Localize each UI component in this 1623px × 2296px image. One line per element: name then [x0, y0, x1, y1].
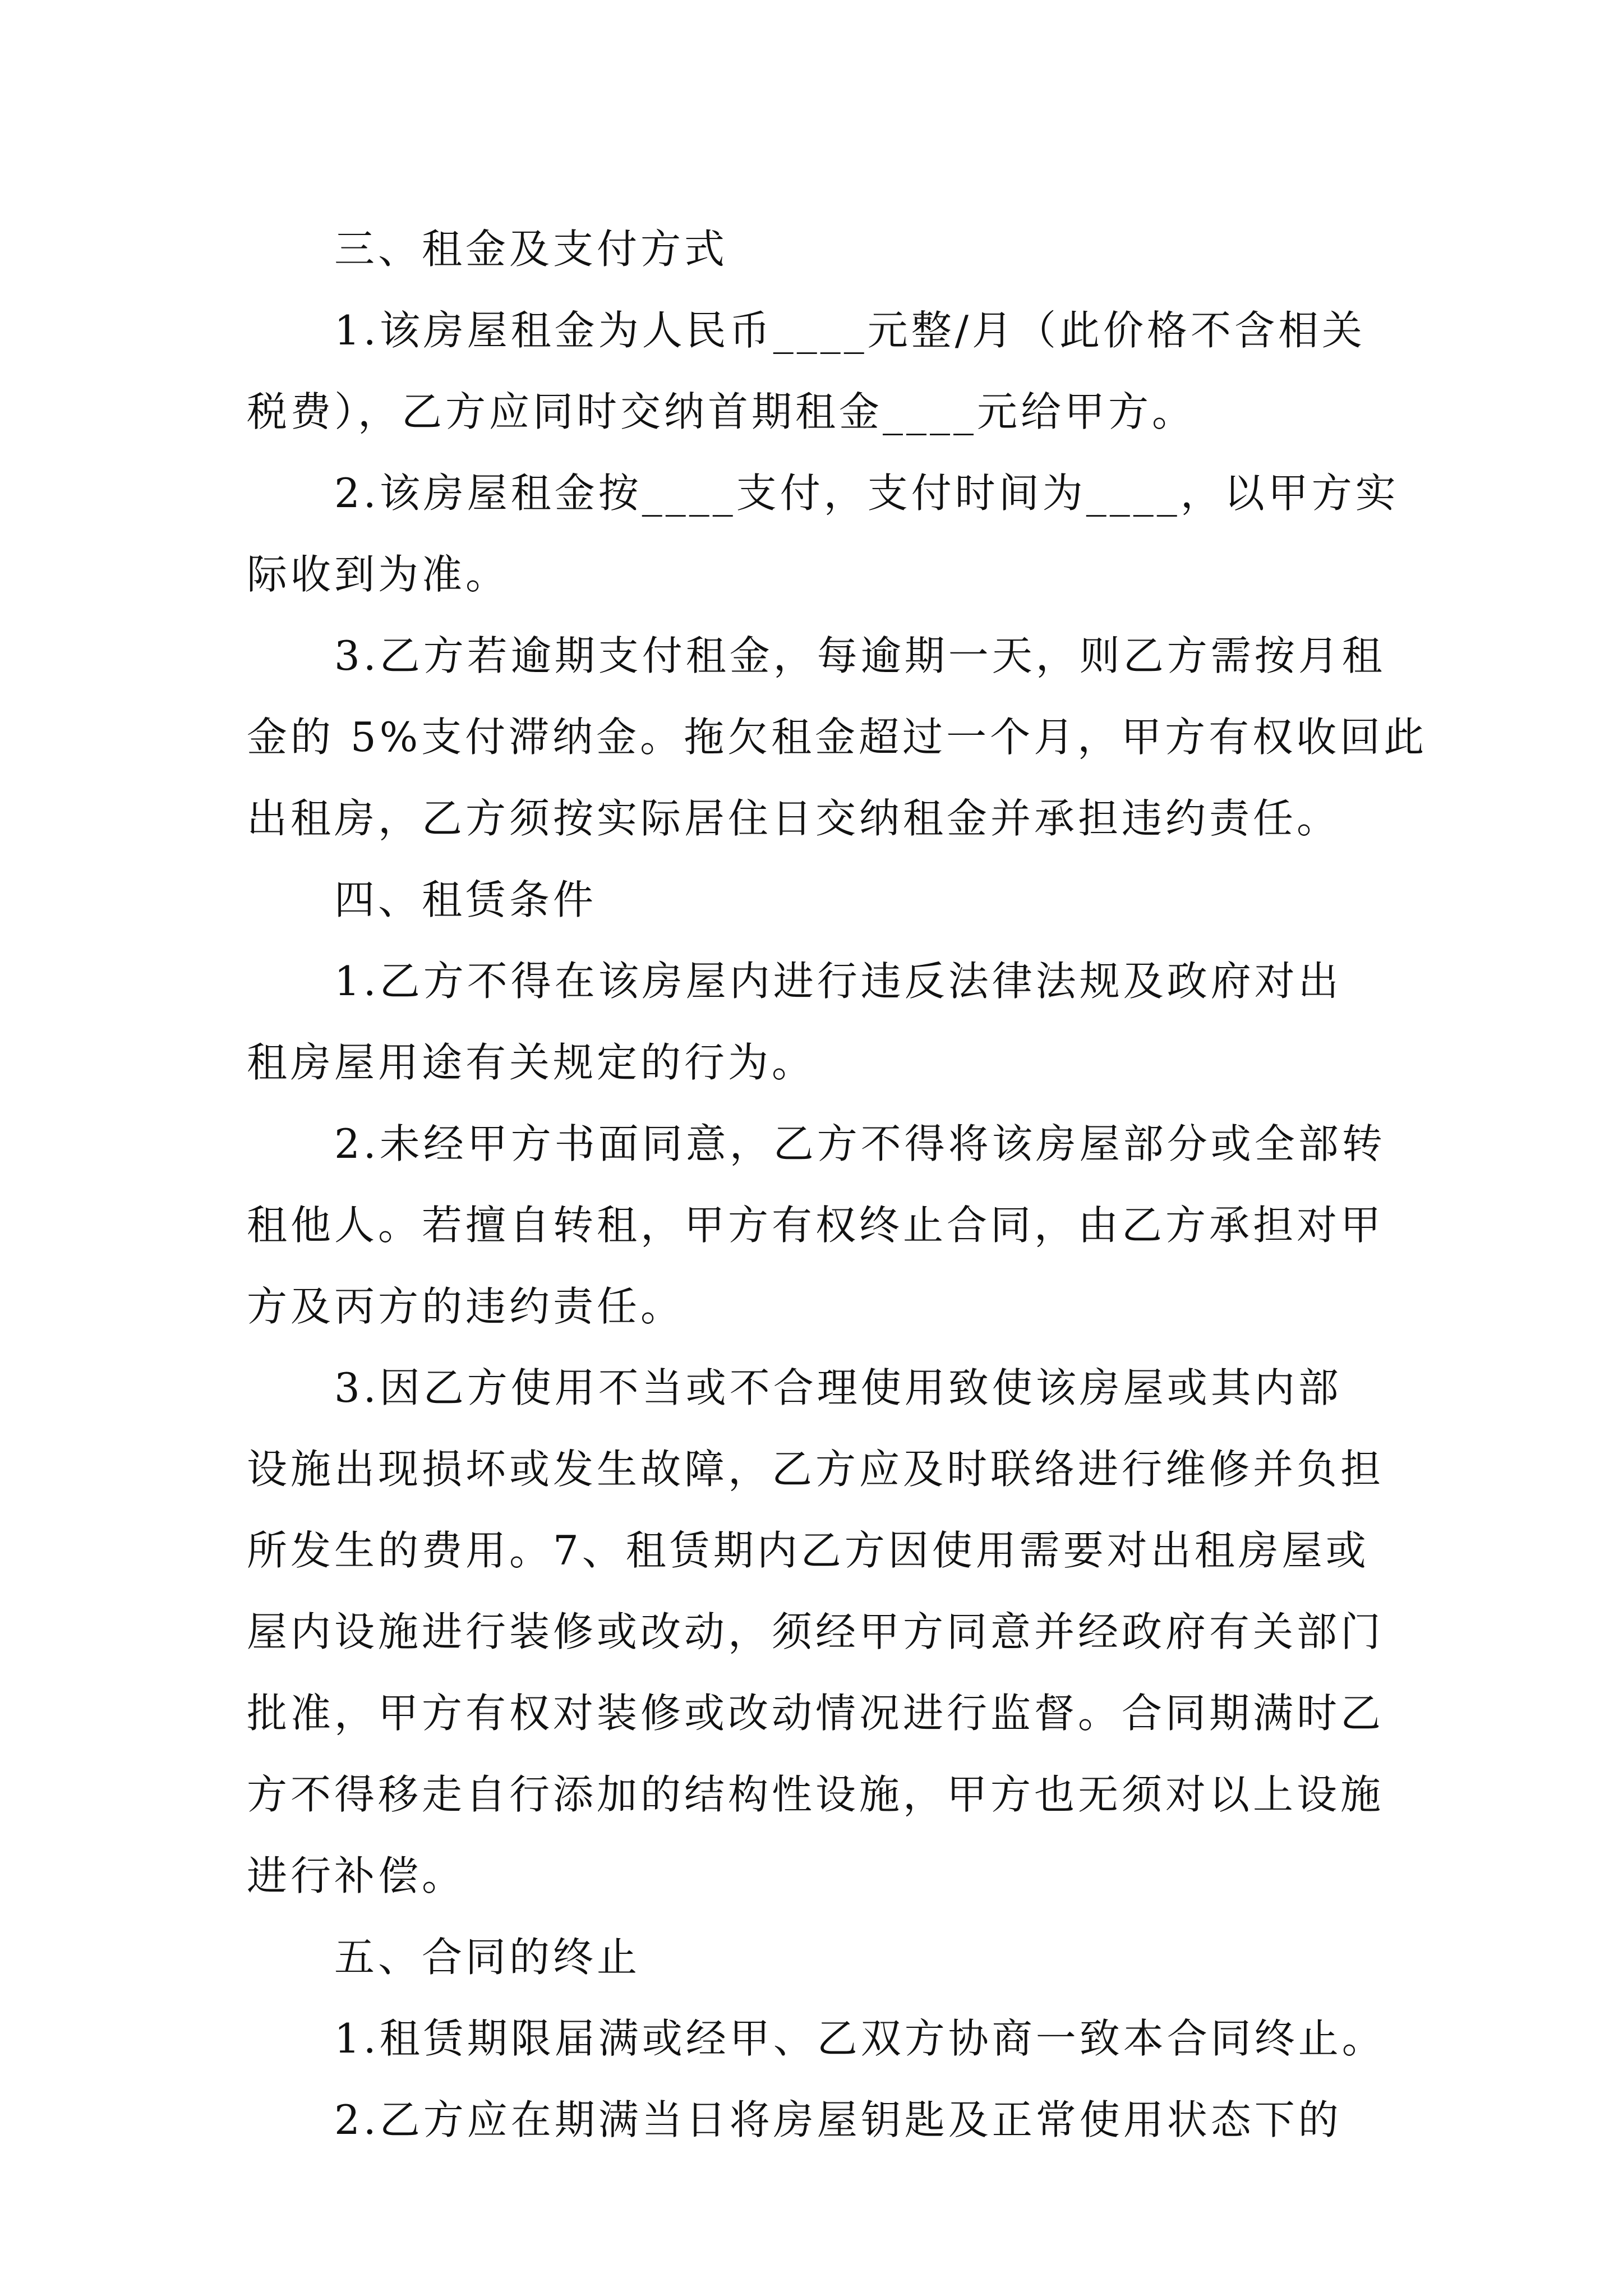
section-heading-lease-conditions: 四、租赁条件 [334, 876, 597, 923]
text-line: 批准，甲方有权对装修或改动情况进行监督。合同期满时乙 [247, 1690, 1385, 1737]
clause-sublease: 2.未经甲方书面同意，乙方不得将该房屋部分或全部转 [334, 1120, 1386, 1167]
clause-key-return: 2.乙方应在期满当日将房屋钥匙及正常使用状态下的 [334, 2096, 1342, 2143]
clause-late-payment: 3.乙方若逾期支付租金，每逾期一天，则乙方需按月租 [334, 632, 1386, 679]
clause-damage-repair: 3.因乙方使用不当或不合理使用致使该房屋或其内部 [334, 1364, 1342, 1411]
text-line: 租他人。若擅自转租，甲方有权终止合同，由乙方承担对甲 [247, 1202, 1385, 1249]
section-heading-rent-payment: 三、租金及支付方式 [334, 226, 728, 273]
text-line: 际收到为准。 [247, 551, 510, 598]
text-line: 租房屋用途有关规定的行为。 [247, 1039, 816, 1086]
section-heading-termination: 五、合同的终止 [334, 1934, 641, 1981]
text-line: 进行补偿。 [247, 1852, 466, 1899]
text-line: 方及丙方的违约责任。 [247, 1283, 685, 1330]
clause-rent-amount: 1.该房屋租金为人民币____元整/月（此价格不含相关 [334, 307, 1366, 354]
text-line: 税费），乙方应同时交纳首期租金____元给甲方。 [247, 388, 1196, 435]
clause-legal-use: 1.乙方不得在该房屋内进行违反法律法规及政府对出 [334, 958, 1342, 1005]
text-line: 所发生的费用。7、租赁期内乙方因使用需要对出租房屋或 [247, 1527, 1370, 1574]
text-line: 金的 5%支付滞纳金。拖欠租金超过一个月，甲方有权收回此 [247, 714, 1428, 761]
text-line: 设施出现损坏或发生故障，乙方应及时联络进行维修并负担 [247, 1446, 1385, 1493]
clause-payment-schedule: 2.该房屋租金按____支付，支付时间为____，以甲方实 [334, 470, 1399, 517]
document-body [247, 209, 1428, 2161]
text-line: 屋内设施进行装修或改动，须经甲方同意并经政府有关部门 [247, 1608, 1385, 1655]
text-line: 出租房，乙方须按实际居住日交纳租金并承担违约责任。 [247, 795, 1341, 842]
text-line: 方不得移走自行添加的结构性设施，甲方也无须对以上设施 [247, 1771, 1385, 1818]
clause-lease-expiry: 1.租赁期限届满或经甲、乙双方协商一致本合同终止。 [334, 2015, 1386, 2062]
